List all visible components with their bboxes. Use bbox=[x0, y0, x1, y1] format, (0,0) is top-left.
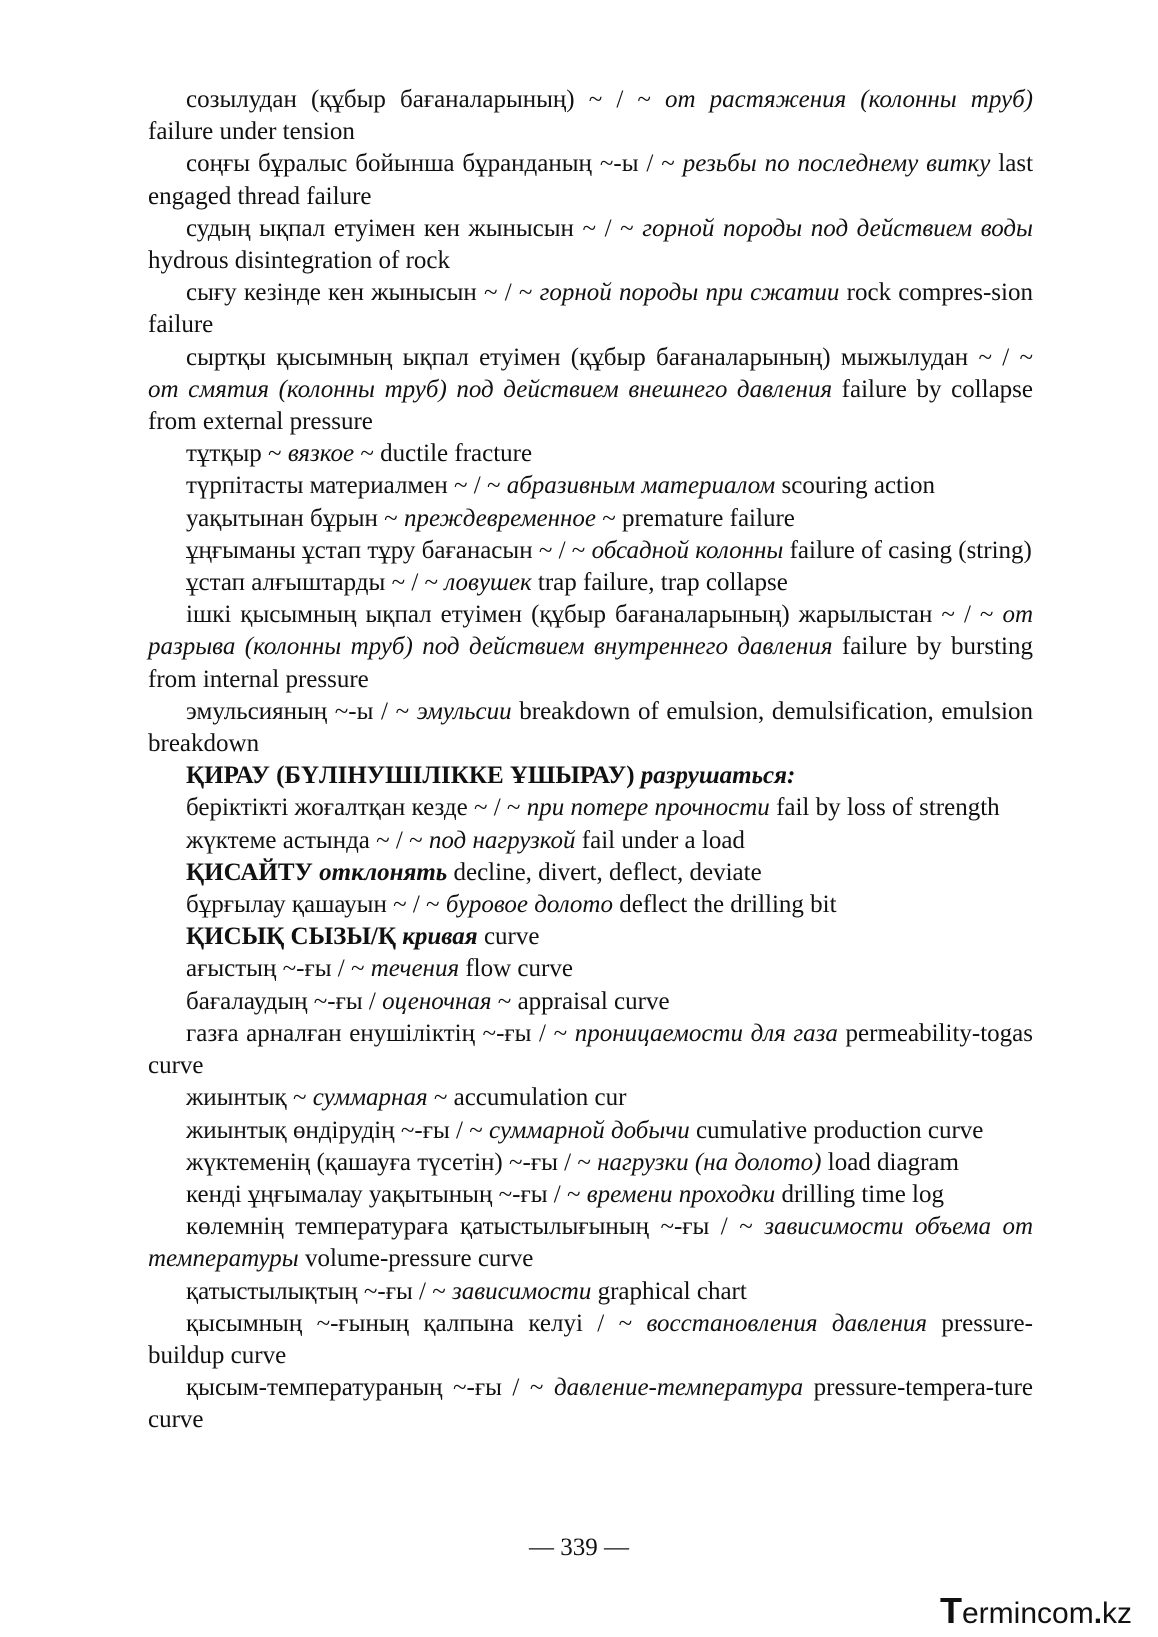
entry-russian-term: абразивным материалом bbox=[506, 472, 776, 500]
dictionary-entry bbox=[148, 599, 1033, 696]
entry-text: ішкі қысымның ықпал етуімен (құбыр бағаналарының) жарылыстан ~ / ~ bbox=[186, 601, 1003, 629]
entry-text: жүктеме астында ~ / ~ bbox=[186, 826, 429, 854]
entry-russian-term: горной породы при сжатии bbox=[539, 279, 840, 307]
entry-russian-term: восстановления давления bbox=[646, 1309, 927, 1337]
entry-text: scouring action bbox=[775, 472, 935, 500]
dictionary-entry bbox=[148, 760, 1033, 792]
entry-russian-term: от смятия (колонны труб) под действием внешнего давления bbox=[148, 375, 833, 403]
dictionary-entry bbox=[148, 213, 1033, 277]
entry-russian-term: горной породы под действием воды bbox=[642, 214, 1033, 242]
entry-text: last engaged thread failure bbox=[148, 150, 1034, 210]
entry-text: сығу кезінде кен жынысын ~ / ~ bbox=[186, 279, 540, 307]
entry-text: соңғы бұралыс бойынша бұранданың ~-ы / ~ bbox=[186, 150, 683, 178]
dictionary-entries bbox=[148, 84, 1033, 1437]
entry-text: қысым-температураның ~-ғы / ~ bbox=[186, 1374, 554, 1402]
entry-text: ұңғыманы ұстап тұру бағанасын ~ / ~ bbox=[186, 536, 592, 564]
entry-text: permeability-togas curve bbox=[148, 1019, 1033, 1080]
entry-headword: разрушаться: bbox=[640, 762, 796, 790]
entry-russian-term: ловушек bbox=[444, 569, 532, 597]
entry-text: fail under a load bbox=[575, 826, 745, 854]
entry-russian-term: от разрыва (колонны труб) под действием внутреннего давления bbox=[148, 601, 1033, 661]
entry-text: тұтқыр ~ bbox=[186, 440, 288, 468]
entry-russian-term: под нагрузкой bbox=[428, 826, 576, 854]
entry-text: газға арналған енушіліктің ~-ғы / ~ bbox=[186, 1019, 575, 1047]
entry-russian-term: проницаемости для газа bbox=[574, 1019, 838, 1047]
page-number: — 339 — bbox=[529, 1534, 629, 1561]
dictionary-entry bbox=[148, 921, 1033, 953]
entry-russian-term: суммарной добычи bbox=[489, 1116, 690, 1144]
entry-text: бағалаудың ~-ғы / bbox=[186, 987, 383, 1015]
dictionary-entry bbox=[148, 1211, 1033, 1275]
entry-text: graphical chart bbox=[591, 1277, 747, 1305]
entry-text: созылудан (құбыр бағаналарының) ~ / ~ bbox=[186, 86, 665, 113]
entry-russian-term: зависимости объема от температуры bbox=[148, 1213, 1034, 1273]
entry-russian-term: суммарная bbox=[312, 1084, 428, 1112]
entry-text: load diagram bbox=[821, 1148, 959, 1176]
entry-russian-term: от растяжения (колонны труб) bbox=[664, 86, 1034, 113]
entry-text: trap failure, trap collapse bbox=[531, 569, 788, 597]
dictionary-entry bbox=[148, 696, 1033, 760]
dictionary-entry bbox=[148, 986, 1033, 1018]
dictionary-entry bbox=[148, 1276, 1033, 1308]
dictionary-entry bbox=[148, 857, 1033, 889]
entry-text: cumulative production curve bbox=[689, 1116, 984, 1144]
entry-text: curve bbox=[477, 923, 540, 951]
entry-text: pressure-tempera-ture curve bbox=[148, 1374, 1033, 1434]
entry-russian-term: течения bbox=[370, 955, 460, 983]
entry-text: ~ appraisal curve bbox=[491, 987, 670, 1015]
dictionary-entry bbox=[148, 1018, 1033, 1082]
entry-text: беріктікті жоғалтқан кезде ~ / ~ bbox=[186, 794, 527, 822]
entry-russian-term: эмульсии bbox=[416, 697, 512, 725]
dictionary-entry bbox=[148, 470, 1033, 502]
entry-text: қатыстылықтың ~-ғы / ~ bbox=[186, 1277, 453, 1305]
entry-russian-term: вязкое bbox=[287, 440, 355, 468]
entry-russian-term: резьбы по последнему витку bbox=[682, 150, 991, 178]
entry-text: breakdown of emulsion, demulsification, emulsion breakdown bbox=[148, 697, 1033, 758]
dictionary-entry bbox=[148, 84, 1033, 148]
dictionary-entry bbox=[148, 889, 1033, 921]
entry-text: қысымның ~-ғының қалпына келуі / ~ bbox=[186, 1309, 647, 1337]
entry-text: жиынтық ~ bbox=[186, 1084, 313, 1112]
entry-text: decline, divert, deflect, deviate bbox=[447, 858, 762, 886]
entry-text: failure under tension bbox=[148, 118, 355, 146]
entry-headword: отклонять bbox=[319, 858, 448, 886]
entry-text: сыртқы қысымның ықпал етуімен (құбыр бағаналарының) мыжылудан ~ / ~ bbox=[186, 343, 1033, 371]
dictionary-entry bbox=[148, 792, 1033, 824]
entry-text: кенді ұңғымалау уақытының ~-ғы / ~ bbox=[186, 1180, 587, 1208]
dictionary-entry bbox=[148, 148, 1033, 212]
entry-text: ~ ductile fracture bbox=[354, 440, 533, 468]
dictionary-entry bbox=[148, 438, 1033, 470]
entry-russian-term: буровое долото bbox=[445, 891, 613, 919]
entry-russian-term: обсадной колонны bbox=[591, 536, 784, 564]
entry-russian-term: оценочная bbox=[382, 987, 492, 1015]
dictionary-entry bbox=[148, 277, 1033, 341]
entry-text: ~ premature failure bbox=[596, 504, 795, 532]
entry-russian-term: при потере прочности bbox=[526, 794, 770, 822]
dictionary-entry bbox=[148, 1082, 1033, 1114]
entry-russian-term: зависимости bbox=[452, 1277, 592, 1305]
entry-text: failure by bursting from internal pressure bbox=[148, 633, 1033, 693]
entry-text: pressure-buildup curve bbox=[148, 1309, 1033, 1369]
site-watermark-logo: Termincom.kz bbox=[940, 1590, 1133, 1631]
dictionary-entry bbox=[148, 1308, 1033, 1372]
entry-headword: ҚИСАЙТУ bbox=[186, 858, 320, 886]
entry-text: ағыстың ~-ғы / ~ bbox=[186, 955, 371, 983]
entry-text: судың ықпал етуімен кен жынысын ~ / ~ bbox=[186, 214, 643, 242]
dictionary-entry bbox=[148, 1115, 1033, 1147]
entry-text: failure by collapse from external pressure bbox=[148, 375, 1033, 436]
entry-text: fail by loss of strength bbox=[769, 794, 1000, 822]
entry-russian-term: преждевременное bbox=[403, 504, 597, 532]
entry-text: уақытынан бұрын ~ bbox=[186, 504, 404, 532]
entry-text: жиынтық өндірудің ~-ғы / ~ bbox=[186, 1116, 490, 1144]
entry-text: ұстап алғыштарды ~ / ~ bbox=[186, 569, 445, 597]
dictionary-entry bbox=[148, 535, 1033, 567]
entry-text: rock compres-sion failure bbox=[148, 279, 1033, 339]
entry-text: volume-pressure curve bbox=[298, 1245, 534, 1273]
dictionary-entry bbox=[148, 567, 1033, 599]
dictionary-entry bbox=[148, 342, 1033, 439]
entry-headword: ҚИСЫҚ СЫЗЫ/Қ bbox=[186, 923, 403, 951]
entry-text: бұрғылау қашауын ~ / ~ bbox=[186, 891, 446, 919]
dictionary-entry bbox=[148, 1372, 1033, 1436]
entry-headword: ҚИРАУ (БҮЛІНУШІЛІККЕ ҰШЫРАУ) bbox=[186, 762, 641, 790]
dictionary-entry bbox=[148, 825, 1033, 857]
entry-text: failure of casing (string) bbox=[783, 536, 1032, 564]
entry-text: жүктеменің (қашауға түсетін) ~-ғы / ~ bbox=[186, 1148, 598, 1176]
entry-text: drilling time log bbox=[775, 1180, 944, 1208]
entry-russian-term: нагрузки (на долото) bbox=[597, 1148, 822, 1176]
entry-text: эмульсияның ~-ы / ~ bbox=[186, 697, 417, 725]
entry-russian-term: времени проходки bbox=[586, 1180, 776, 1208]
dictionary-entry bbox=[148, 953, 1033, 985]
entry-headword: кривая bbox=[402, 923, 478, 951]
dictionary-entry bbox=[148, 1179, 1033, 1211]
entry-text: deflect the drilling bit bbox=[613, 891, 837, 919]
entry-text: көлемнің температураға қатыстылығының ~-ғы / ~ bbox=[186, 1213, 765, 1241]
entry-text: түрпітасты материалмен ~ / ~ bbox=[186, 472, 507, 500]
entry-text: hydrous disintegration of rock bbox=[148, 247, 451, 275]
entry-russian-term: давление-температура bbox=[553, 1374, 804, 1402]
dictionary-entry bbox=[148, 1147, 1033, 1179]
entry-text: ~ accumulation cur bbox=[427, 1084, 627, 1112]
entry-text: flow curve bbox=[459, 955, 573, 983]
dictionary-entry bbox=[148, 503, 1033, 535]
